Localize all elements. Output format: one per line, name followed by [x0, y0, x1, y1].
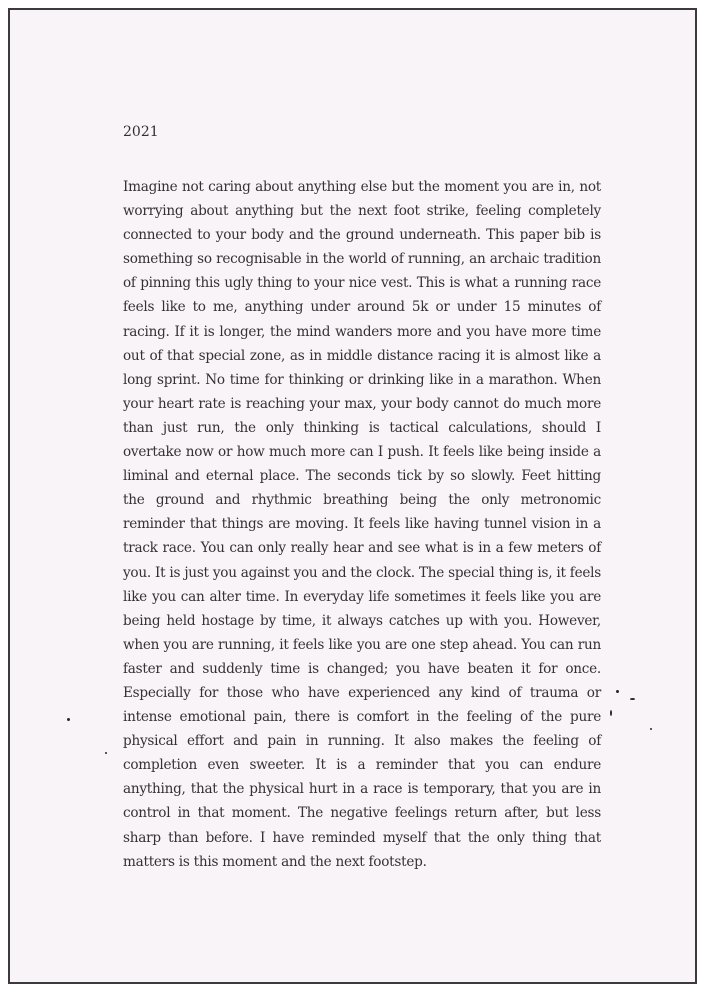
- document-page: [8, 8, 697, 984]
- scan-speck: [105, 752, 107, 754]
- scan-speck: [67, 718, 70, 721]
- scan-speck: [610, 710, 612, 716]
- scan-speck: [616, 690, 619, 693]
- scan-speck: [650, 728, 652, 730]
- document-paragraph: Imagine not caring about anything else but the moment you are in, not worrying about anything but the next foot strike, feeling completely connected to your body and the ground underneath. This paper bib is something so recognisable in the world of running, an archaic tradition of pinning this ugly thing to your nice vest. This is what a running race feels like to me, anything under around 5k or under 15 minutes of racing. If it is longer, the mind wanders more and you have more time out of that special zone, as in middle distance racing it is almost like a long sprint. No time for thinking or drinking like in a marathon. When your heart rate is reaching your max, your body cannot do much more than just run, the only thinking is tactical calculations, should I overtake now or how much more can I push. It feels like being inside a liminal and eternal place. The seconds tick by so slowly. Feet hitting the ground and rhythmic breathing being the only metronomic reminder that things are moving. It feels like having tunnel vision in a track race. You can only really hear and see what is in a few meters of you. It is just you against you and the clock. The special thing is, it feels like you can alter time. In everyday life sometimes it feels like you are being held hostage by time, it always catches up with you. However, when you are running, it feels like you are one step ahead. You can run faster and suddenly time is changed; you have beaten it for once. Especially for those who have experienced any kind of trauma or intense emotional pain, there is comfort in the feeling of the pure physical effort and pain in running. It also makes the feeling of completion even sweeter. It is a reminder that you can endure anything, that the physical hurt in a race is temporary, that you are in control in that moment. The negative feelings return after, but less sharp than before. I have reminded myself that the only thing that matters is this moment and the next footstep.: [123, 179, 601, 870]
- scan-speck: [630, 698, 635, 700]
- document-year: 2021: [123, 124, 159, 140]
